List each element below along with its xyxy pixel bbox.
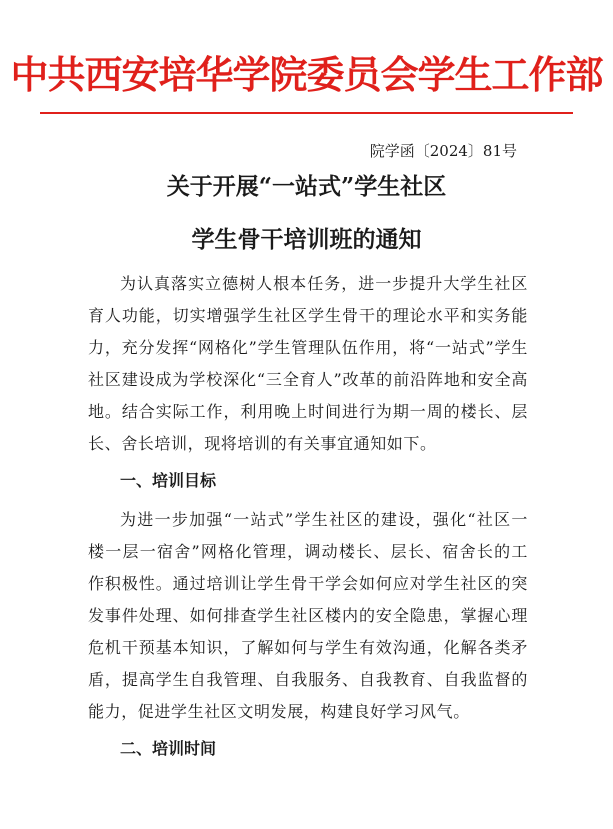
document-title-line-1: 关于开展“一站式”学生社区: [166, 173, 447, 200]
document-title-line-2: 学生骨干培训班的通知: [191, 226, 422, 253]
section-heading-training-time: 二、培训时间: [120, 739, 217, 758]
section-heading-training-goal: 一、培训目标: [120, 471, 217, 490]
letterhead-org-name: 中共西安培华学院委员会学生工作部: [10, 53, 603, 97]
training-goal-paragraph: 为进一步加强“一站式”学生社区的建设，强化“社区一楼一层一宿舍”网格化管理，调动楼长、层长、宿舍长的工作积极性。通过培训让学生骨干学会如何应对学生社区的突发事件处理、如何排查学生社区楼内的安全隐患，掌握心理危机干预基本知识，了解如何与学生有效沟通，化解各类矛盾，提高学生自我管理、自我服务、自我教育、自我监督的能力，促进学生社区文明发展，构建良好学习风气。: [88, 510, 528, 721]
intro-paragraph: 为认真落实立德树人根本任务，进一步提升大学生社区育人功能，切实增强学生社区学生骨干的理论水平和实务能力，充分发挥“网格化”学生管理队伍作用，将“一站式”学生社区建设成为学校深化“三全育人”改革的前沿阵地和安全高地。结合实际工作，利用晚上时间进行为期一周的楼长、层长、舍长培训，现将培训的有关事宜通知如下。: [88, 274, 528, 453]
intro-paragraph-block: [88, 268, 528, 460]
document-number: 院学函〔2024〕81号: [369, 142, 517, 160]
letterhead-red-rule: [40, 112, 573, 114]
training-goal-paragraph-block: [88, 504, 528, 728]
